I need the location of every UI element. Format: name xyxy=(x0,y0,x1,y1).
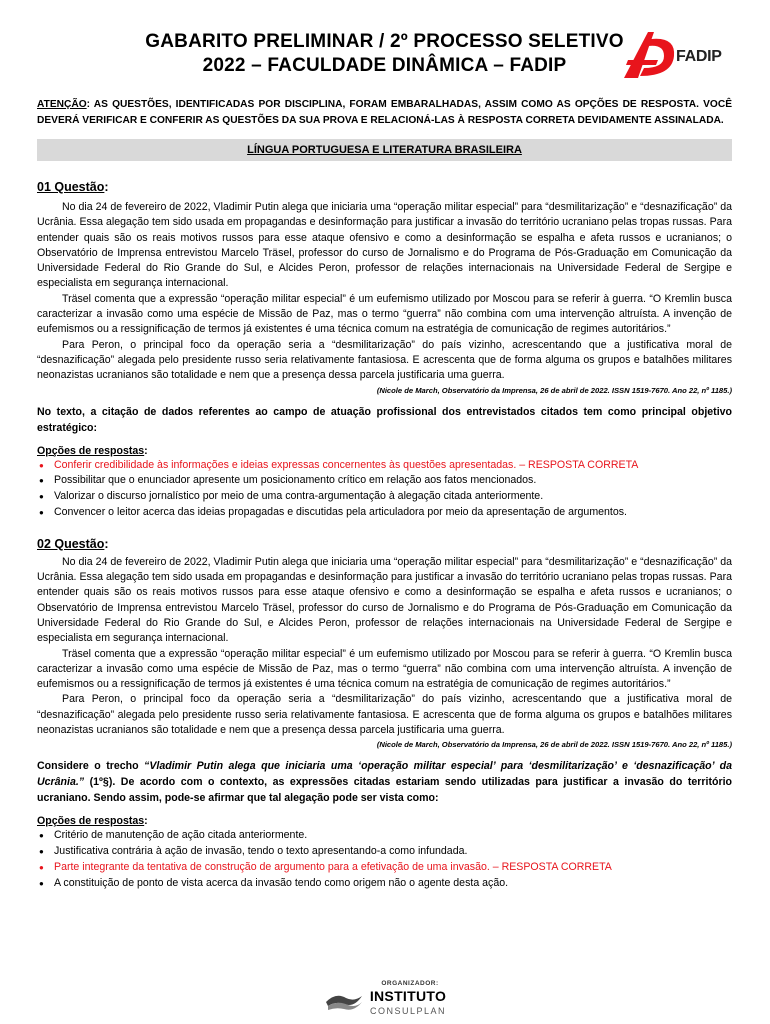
options-list xyxy=(37,828,732,891)
fadip-logo-text: FADIP xyxy=(676,48,722,65)
text-paragraph: No dia 24 de fevereiro de 2022, Vladimir Putin alega que iniciaria uma “operação militar especial” para “desmilitarização” e “desnazificação” da Ucrânia. Essa alegação tem sido usada em propagandas e desinformação para justificar a invasão do território ucraniano pelas tropas russas. Para entender quais são os reais motivos russos para esse ataque ofensivo e como a desinformação se espalha e afeta russos e ucranianos; o Observatório de Imprensa entrevistou Marcelo Träsel, professor do curso de Jornalismo e do Programa de Pós-Graduação em Comunicação da Universidade Federal do Rio Grande do Sul, e Alcides Peron, professor de relações internacionais na Universidade Federal de Sergipe e especialista em segurança internacional. xyxy=(37,201,732,290)
option-item: ● Convencer o leitor acerca das ideias propagadas e discutidas pela articuladora por meio da apresentação de argumentos. xyxy=(37,505,732,521)
option-item: ● Valorizar o discurso jornalístico por meio de uma contra-argumentação à alegação citada anteriormente. xyxy=(37,489,732,505)
footer xyxy=(0,980,770,1017)
attention-notice xyxy=(37,97,732,128)
fadip-logo-icon xyxy=(614,26,684,82)
citation: (Nicole de March, Observatório da Imprensa, 26 de abril de 2022. ISSN 1519-7670. Ano 22, nº 1185.) xyxy=(376,740,732,750)
text-paragraph: Träsel comenta que a expressão “operação militar especial” é um eufemismo utilizado por Moscou para se referir à guerra. “O Kremlin busca caracterizar a invasão como uma espécie de Missão de Paz, mas o termo “guerra” não combina com uma intervenção altruísta. A invenção de eufemismos ou a ressignificação de termos já existentes é uma técnica comum na estratégia de comunicação de regimes autoritários.” xyxy=(37,647,732,691)
question-quote: “Vladimir Putin alega que iniciaria uma ‘operação militar especial’ para ‘desmilitarização’ e ‘desnazificação’ da Ucrânia.” xyxy=(37,760,732,789)
text-paragraph: Para Peron, o principal foco da operação seria a “desmilitarização” do país vizinho, acrescentando que a justificativa moral de “desnazificação” alegada pelo presidente russo seria relativamente fantasiosa. E acrescenta que de forma alguma os grupos e batalhões militares neonazistas ucranianos são totalidade e nem que a presença dessa parcela justificaria uma guerra. xyxy=(37,693,732,737)
text-paragraph: No dia 24 de fevereiro de 2022, Vladimir Putin alega que iniciaria uma “operação militar especial” para “desmilitarização” e “desnazificação” da Ucrânia. Essa alegação tem sido usada em propagandas e desinformação para justificar a invasão do território ucraniano pelas tropas russas. Para entender quais são os reais motivos russos para esse ataque ofensivo e como a desinformação se espalha e afeta russos e ucranianos; o Observatório de Imprensa entrevistou Marcelo Träsel, professor do curso de Jornalismo e do Programa de Pós-Graduação em Comunicação da Universidade Federal do Rio Grande do Sul, e Alcides Peron, professor de relações internacionais na Universidade Federal de Sergipe e especialista em segurança internacional. xyxy=(37,555,732,645)
section-header xyxy=(37,139,732,161)
fadip-logo xyxy=(614,26,732,82)
option-item-correct: ● Parte integrante da tentativa de construção de argumento para a efetivação de uma invasão. – RESPOSTA CORRETA xyxy=(37,860,732,876)
institute-name: INSTITUTO xyxy=(369,988,447,1004)
citation: (Nicole de March, Observatório da Imprensa, 26 de abril de 2022. ISSN 1519-7670. Ano 22, nº 1185.) xyxy=(376,385,732,395)
institute-text xyxy=(370,988,446,1016)
options-title: Opções de respostas: xyxy=(37,815,148,828)
question-title: 01 Questão: xyxy=(37,180,109,194)
question-prefix: Considere o trecho xyxy=(37,760,145,773)
option-item: ● Justificativa contrária à ação de invasão, tendo o texto apresentando-a como infundada. xyxy=(37,844,732,860)
options-title-label: Opções de respostas xyxy=(37,815,145,828)
organizer-label: ORGANIZADOR: xyxy=(381,980,439,987)
question-number: 01 Questão xyxy=(37,180,105,194)
option-item: ● Possibilitar que o enunciador apresente um posicionamento crítico em relação aos fatos mencionados. xyxy=(37,473,732,489)
option-item-correct: ● Conferir credibilidade às informações e ideias expressas concernentes às questões apresentadas. – RESPOSTA CORRETA xyxy=(37,458,732,474)
document-header xyxy=(37,0,732,85)
title-line-1: GABARITO PRELIMINAR / 2º PROCESSO SELETIVO xyxy=(145,31,624,52)
institute-logo-icon xyxy=(324,992,364,1012)
question-prompt: No texto, a citação de dados referentes ao campo de atuação profissional dos entrevistados citados tem como principal objetivo estratégico: xyxy=(37,405,732,434)
institute-sub: CONSULPLAN xyxy=(369,1006,447,1016)
question-title: 02 Questão: xyxy=(37,536,109,551)
title-line-2: 2022 – FACULDADE DINÂMICA – FADIP xyxy=(202,55,567,76)
attention-label: ATENÇÃO xyxy=(37,99,87,110)
question-number: 02 Questão xyxy=(37,536,105,551)
option-item: ● A constituição de ponto de vista acerca da invasão tendo como origem não o agente desta ação. xyxy=(37,876,732,892)
question-1 xyxy=(37,180,732,521)
options-list xyxy=(37,458,732,521)
question-prompt xyxy=(37,758,732,806)
options-title-label: Opções de respostas xyxy=(37,444,145,457)
attention-text: : AS QUESTÕES, IDENTIFICADAS POR DISCIPLINA, FORAM EMBARALHADAS, ASSIM COMO AS OPÇÕES DE RESPOSTA. VOCÊ DEVERÁ VERIFICAR E CONFERIR AS QUESTÕES DA SUA PROVA E RELACIONÁ-LAS À RESPOSTA CORRETA DEVIDAMENTE ASSINALADA. xyxy=(37,99,732,126)
institute-logo xyxy=(324,988,446,1016)
options-title: Opções de respostas: xyxy=(37,444,148,457)
section-title: LÍNGUA PORTUGUESA E LITERATURA BRASILEIRA xyxy=(247,144,522,156)
option-item: ● Critério de manutenção de ação citada anteriormente. xyxy=(37,828,732,844)
question-suffix: (1º§). De acordo com o contexto, as expressões citadas estariam sendo utilizadas para justificar a invasão do território ucraniano. Sendo assim, pode-se afirmar que tal alegação pode ser vista como: xyxy=(37,776,732,805)
question-2 xyxy=(37,537,732,892)
text-paragraph: Para Peron, o principal foco da operação seria a “desmilitarização” do país vizinho, acrescentando que a justificativa moral de “desnazificação” alegada pelo presidente russo seria relativamente fantasiosa. E acrescenta que de forma alguma os grupos e batalhões militares neonazistas ucranianos são totalidade e nem que a presença dessa parcela justificaria uma guerra. xyxy=(37,338,732,382)
text-paragraph: Träsel comenta que a expressão “operação militar especial” é um eufemismo utilizado por Moscou para se referir à guerra. “O Kremlin busca caracterizar a invasão como uma espécie de Missão de Paz, mas o termo “guerra” não combina com uma intervenção altruísta. A invenção de eufemismos ou a ressignificação de termos já existentes é uma técnica comum na estratégia de comunicação de regimes autoritários.” xyxy=(37,292,732,336)
